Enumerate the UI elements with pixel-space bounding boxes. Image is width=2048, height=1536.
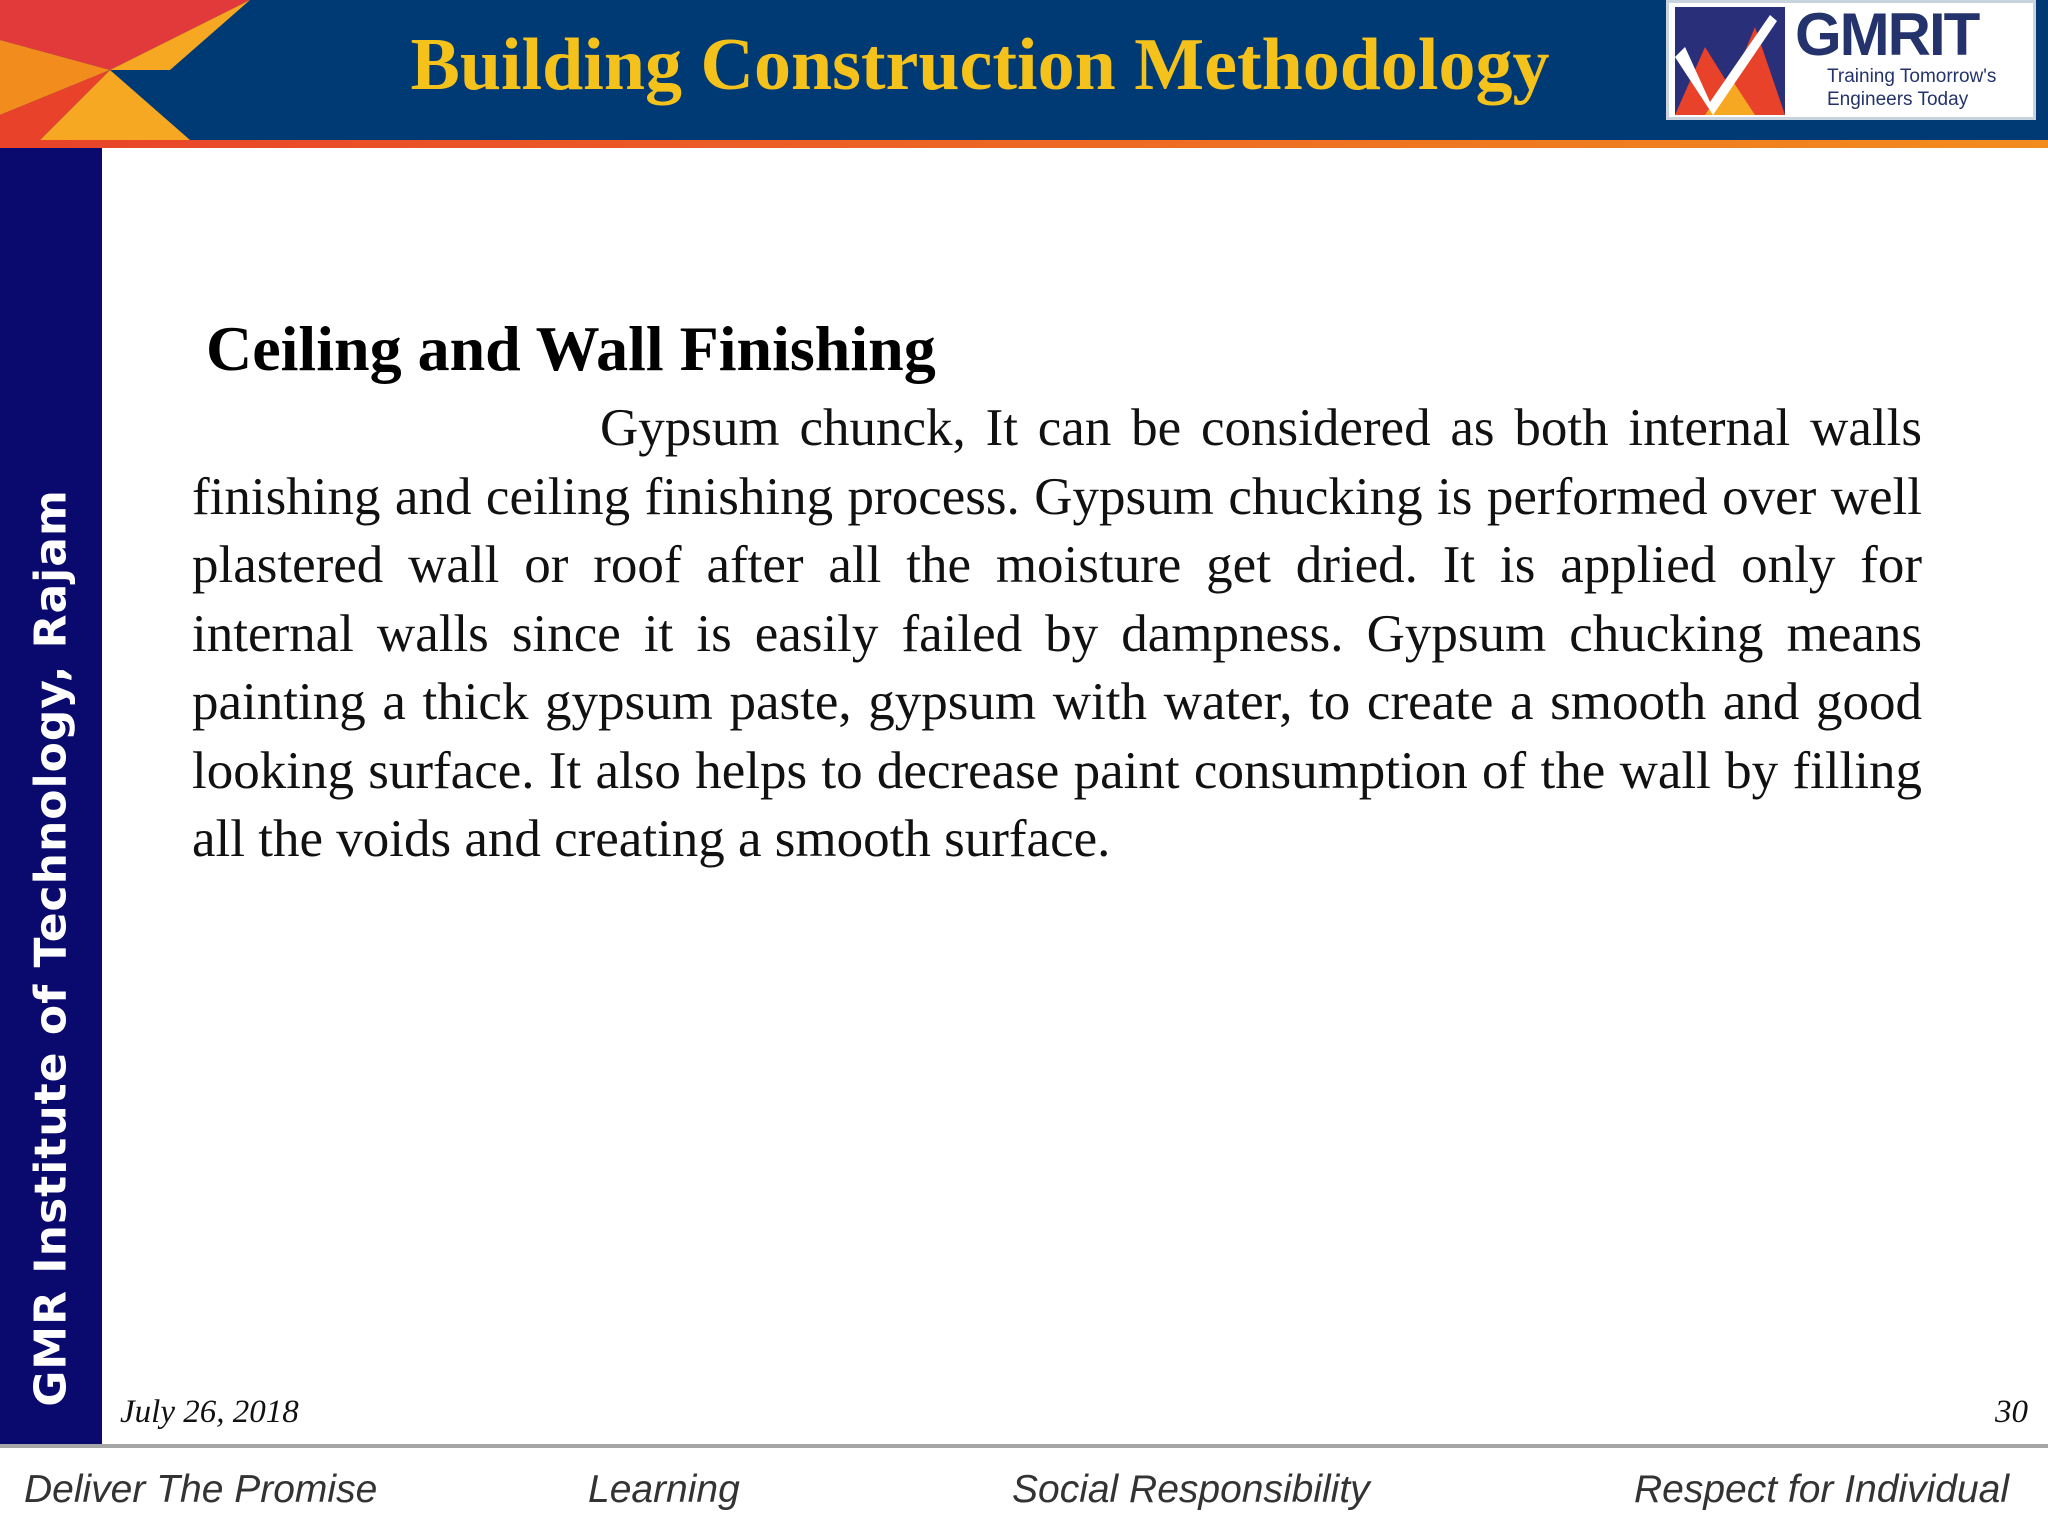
body-paragraph: Gypsum chunck, It can be considered as both internal walls finishing and ceiling finishing process. Gypsum chucking is performed over well plastered wall or roof after all the moisture get dried. It is applied only for internal walls since it is easily failed by dampness. Gypsum chucking means painting a thick gypsum paste, gypsum with water, to create a smooth and good looking surface. It also helps to decrease paint consumption of the wall by filling all the voids and creating a smooth surface. <box>192 399 1922 868</box>
logo-mark-icon <box>1675 7 1785 115</box>
corner-chevron-graphic <box>0 0 260 140</box>
institute-name: GMR Institute of Technology, Rajam <box>25 489 77 1407</box>
slide-date: July 26, 2018 <box>120 1394 299 1430</box>
logo-tagline: Training Tomorrow's Engineers Today <box>1827 66 1997 110</box>
section-heading: Ceiling and Wall Finishing <box>206 313 936 384</box>
gmrit-logo <box>1666 0 2036 120</box>
header-accent-stripe <box>0 140 2048 148</box>
footer-value-deliver: Deliver The Promise <box>24 1468 378 1511</box>
left-sidebar <box>0 148 102 1446</box>
page-number: 30 <box>1995 1394 2028 1430</box>
footer-value-learning: Learning <box>588 1468 740 1511</box>
logo-wordmark: GMRIT <box>1795 1 1979 68</box>
footer-value-respect: Respect for Individual <box>1634 1468 2010 1511</box>
footer-divider <box>0 1444 2048 1448</box>
header-band <box>0 0 2048 140</box>
footer-value-social: Social Responsibility <box>1012 1468 1370 1511</box>
slide-title: Building Construction Methodology <box>410 23 1550 106</box>
